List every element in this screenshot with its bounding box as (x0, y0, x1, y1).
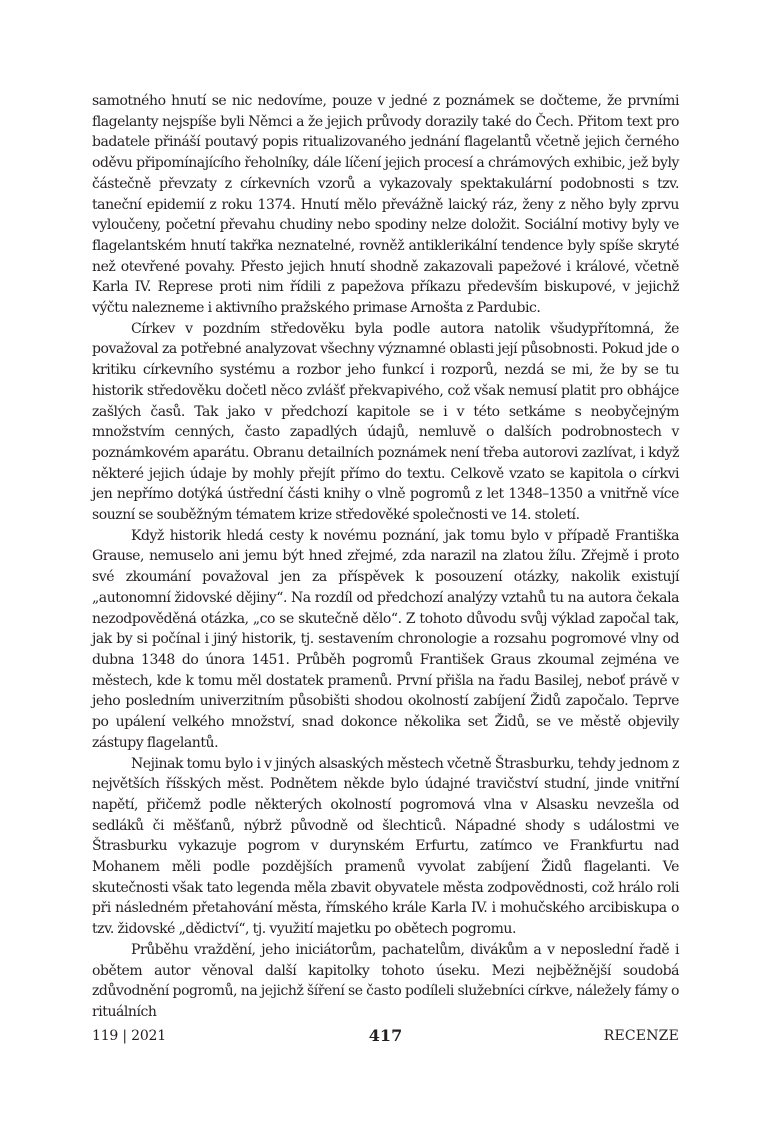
paragraph-2: Církev v pozdním středověku byla podle autora natolik všudypřítomná, že považoval za potřebné analyzovat všechny významné oblasti její působnosti. Pokud jde o kritiku církevního systému a rozbor jeho funkcí i rozporů, nezdá se mi, že by se tu historik středověku dočetl něco zvlášť překvapivého, což však nemusí platit pro obhájce zašlých časů. Tak jako v předchozí kapitole se i v této setkáme s neobyčejným množstvím cenných, často zapadlých údajů, nemluvě o dalších podrobnostech v poznámkovém aparátu. Obranu detailních poznámek není třeba autorovi zazlívat, i když některé jejich údaje by mohly přejít přímo do textu. Celkově vzato se kapitola o církvi jen nepřímo dotýká ústřední části knihy o vlně pogromů z let 1348–1350 a vnitřně více souzní se souběžným tématem krize středověké společnosti ve 14. století. (92, 320, 679, 524)
paragraph-4: Nejinak tomu bylo i v jiných alsaských městech včetně Štrasburku, tehdy jednom z největších říšských měst. Podnětem někde bylo údajné travičství studní, jinde vnitřní napětí, přičemž podle některých okolností pogromová vlna v Alsasku nevzešla od sedláků či měšťanů, nýbrž původně od šlechticů. Nápadné shody s událostmi ve Štrasburku vykazuje pogrom v durynském Erfurtu, zatímco ve Frankfurtu nad Mohanem měli podle pozdějších pramenů vyvolat zabíjení Židů flagelanti. Ve skutečnosti však tato legenda měla zbavit obyvatele města zodpovědnosti, což hrálo roli při následném přetahování města, římského krále Karla IV. i mohučského arcibiskupa o tzv. židovské „dědictví“, tj. využití majetku po obětech pogromu. (92, 755, 679, 938)
page-footer (92, 1026, 679, 1050)
paragraph-3: Když historik hledá cesty k novému poznání, jak tomu bylo v případě Františka Grause, nemuselo ani jemu být hned zřejmé, zda narazil na zlatou žílu. Zřejmě i proto své zkoumání považoval jen za příspěvek k posouzení otázky, nakolik existují „autonomní židovské dějiny“. Na rozdíl od předchozí analýzy vztahů tu na autora čekala nezodpověděná otázka, „co se skutečně dělo“. Z tohoto důvodu svůj výklad započal tak, jak by si počínal i jiný historik, tj. sestavením chronologie a rozsahu pogromové vlny od dubna 1348 do února 1451. Průběh pogromů František Graus zkoumal zejména ve městech, kde k tomu měl dostatek pramenů. První přišla na řadu Basilej, neboť právě v jeho posledním univerzitním působišti shodou okolností zabíjení Židů započalo. Teprve po upálení velkého množství, snad dokonce několika set Židů, se ve městě objevily zástupy flagelantů. (92, 527, 679, 751)
issue-label: 119 | 2021 (92, 1028, 166, 1044)
page-number: 417 (368, 1026, 403, 1045)
section-label: RECENZE (603, 1028, 679, 1044)
paragraph-1: samotného hnutí se nic nedovíme, pouze v jedné z poznámek se dočteme, že prvními flagelanty nejspíše byli Němci a že jejich průvody dorazily také do Čech. Přitom text pro badatele přináší poutavý popis ritualizovaného jednání flagelantů včetně jejich černého oděvu připomínajícího řeholníky, dále líčení jejich procesí a chrámových exhibic, jež byly částečně převzaty z církevních vzorů a vykazovaly spektakulární podobnosti s tzv. taneční epidemií z roku 1374. Hnutí mělo převážně laický ráz, ženy z něho byly zprvu vyloučeny, početní převahu chudiny nebo spodiny nelze doložit. Sociální motivy byly ve flagelantském hnutí takřka neznatelné, rovněž antiklerikální tendence byly spíše skryté než otevřené povahy. Přesto jejich hnutí shodně zakazovali papežové i králové, včetně Karla IV. Represe proti nim řídili z papežova příkazu především biskupové, v jejichž výčtu nalezneme i aktivního pražského primase Arnošta z Pardubic. (92, 93, 679, 317)
article-body (92, 91, 679, 1023)
paragraph-5: Průběhu vraždění, jeho iniciátorům, pachatelům, divákům a v neposlední řadě i obětem autor věnoval další kapitolky tohoto úseku. Mezi nejběžnější soudobá zdůvodnění pogromů, na jejichž šíření se často podíleli služebníci církve, náležely fámy o rituálních (92, 941, 679, 1020)
